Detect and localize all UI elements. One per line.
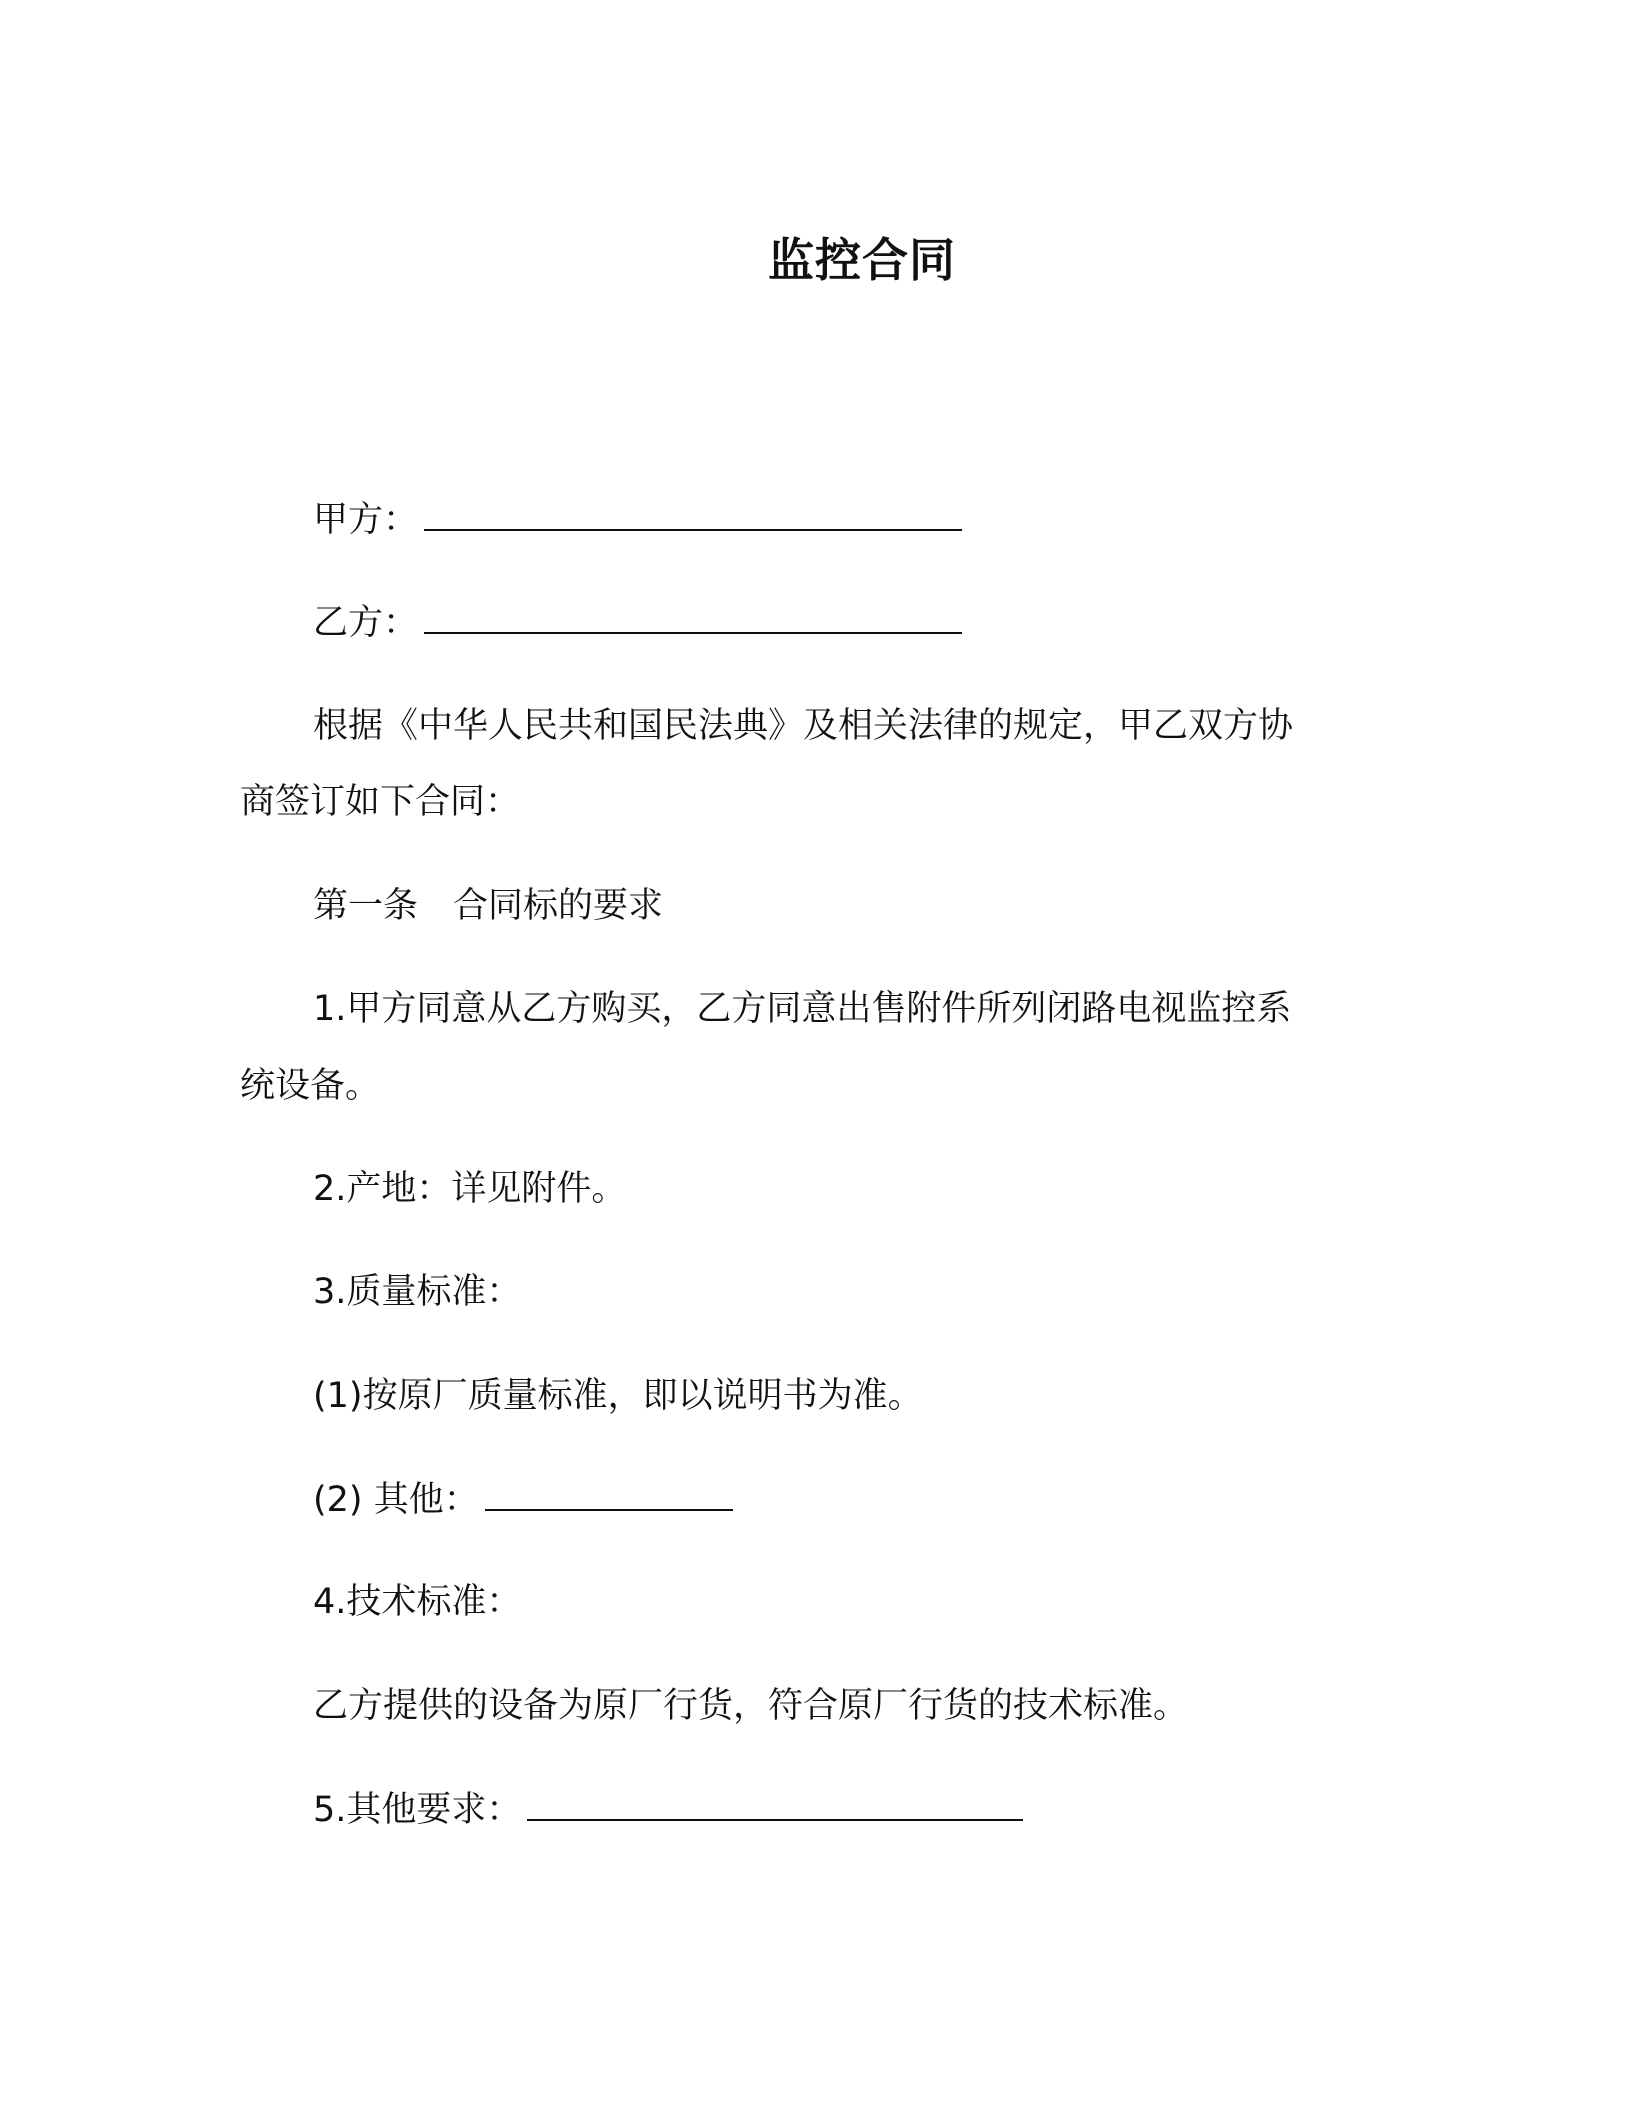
item-4-text: 乙方提供的设备为原厂行货，符合原厂行货的技术标准。 [313,1686,1189,1726]
party-a-label: 甲方： [313,500,419,540]
party-b-label: 乙方： [313,603,419,643]
item-3-sub-2-blank[interactable] [485,1477,733,1511]
item-4: 4.技术标准： [313,1582,522,1622]
item-3-sub-2-line [313,1477,733,1522]
preamble-line-1: 根据《中华人民共和国民法典》及相关法律的规定，甲乙双方协 [313,706,1294,746]
item-1-line-1: 1.甲方同意从乙方购买，乙方同意出售附件所列闭路电视监控系 [313,989,1292,1029]
item-1-line-2: 统设备。 [240,1066,381,1106]
item-5-blank[interactable] [527,1787,1023,1821]
document-title: 监控合同 [768,233,956,287]
item-3-sub-1: (1)按原厂质量标准，即以说明书为准。 [313,1376,923,1416]
party-b-line [313,600,962,645]
item-3: 3.质量标准： [313,1272,522,1312]
article-1-heading: 第一条 合同标的要求 [313,886,664,926]
item-5-line [313,1787,1023,1832]
party-a-blank[interactable] [424,497,962,531]
item-3-sub-2-label: (2) 其他： [313,1480,479,1520]
item-2: 2.产地：详见附件。 [313,1169,627,1209]
party-b-blank[interactable] [424,600,962,634]
item-5-label: 5.其他要求： [313,1790,522,1830]
party-a-line [313,497,962,542]
preamble-line-2: 商签订如下合同： [240,782,521,822]
